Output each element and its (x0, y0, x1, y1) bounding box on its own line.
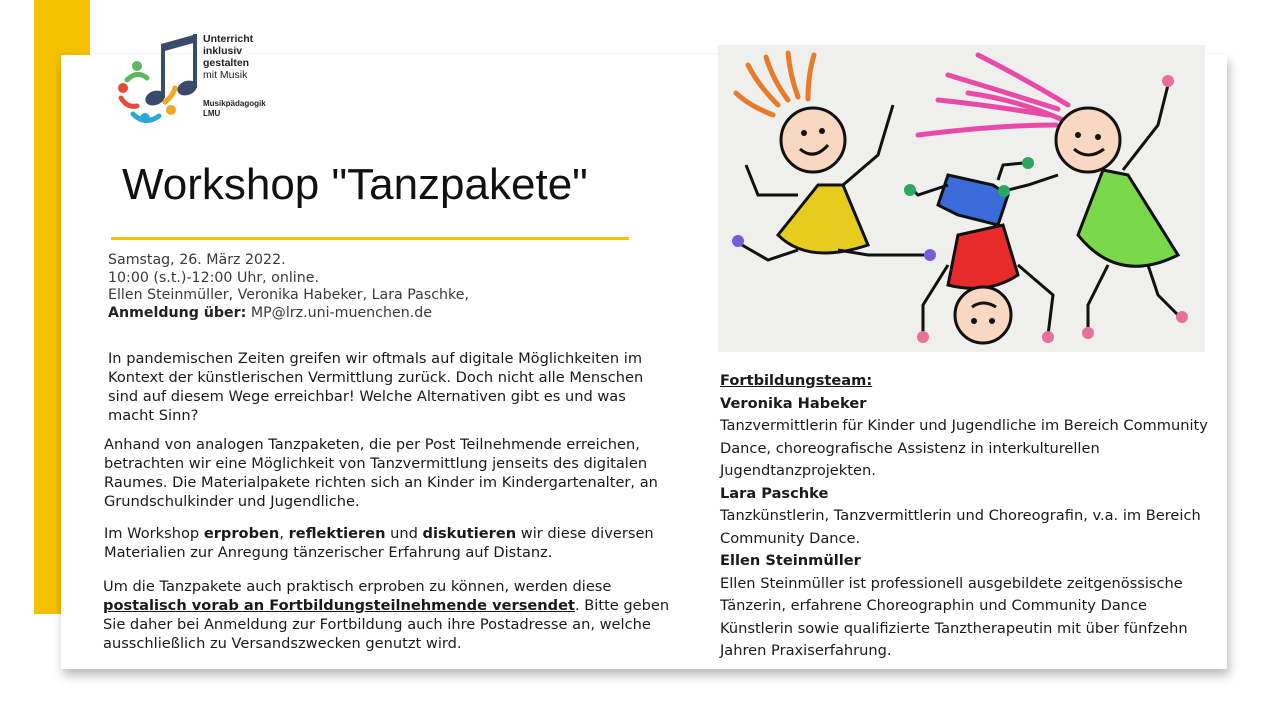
logo-line-3: gestalten (203, 57, 250, 69)
p3-text-1: Im Workshop (104, 525, 204, 542)
team-member-name: Veronika Habeker (720, 394, 867, 412)
event-date: Samstag, 26. März 2022. (108, 252, 286, 268)
paragraph-packages: Anhand von analogen Tanzpaketen, die per Post Teilnehmende erreichen, betrachten wir eine Möglichkeit von Tanzvermittlung jenseits des digitalen Raumes. Die Materialpakete richten sich an Kinder im Kindergartenalter, an Grundschulkinder und Jugendliche. (104, 436, 658, 510)
logo-text (203, 33, 266, 119)
title-underline (111, 237, 629, 240)
p3-text-2: , (279, 525, 289, 542)
team-member-name: Lara Paschke (720, 484, 829, 502)
signup-email[interactable]: MP@lrz.uni-muenchen.de (250, 304, 432, 321)
page-title: Workshop "Tanzpakete" (122, 160, 588, 209)
paragraph-postal (103, 577, 673, 653)
p3-bold-1: erproben (203, 525, 280, 542)
team-member-bio: Tanzvermittlerin für Kinder und Jugendliche im Bereich Community Dance, choreografische Assistenz in interkulturellen Jugendtanzprojekten. (720, 417, 1208, 479)
logo-line-2: inklusiv (203, 45, 243, 57)
p3-text-3: und (385, 525, 423, 542)
event-team-names: Ellen Steinmüller, Veronika Habeker, Lara Paschke, (108, 287, 469, 303)
p4-text-2: . Bitte geben Sie daher bei Anmeldung zur Fortbildung auch ihre Postadresse an, welche ausschließlich zu Versandszwecken genutzt wird. (103, 597, 670, 652)
p3-bold-2: reflektieren (288, 525, 386, 542)
logo-sub-1: Musikpädagogik (203, 99, 266, 108)
logo-line-4: mit Musik (203, 69, 248, 81)
logo (113, 30, 293, 130)
event-signup (108, 305, 469, 323)
event-info (108, 252, 469, 322)
logo-line-1: Unterricht (203, 33, 254, 45)
team-section (720, 370, 1220, 663)
logo-sub-2: LMU (203, 109, 221, 118)
team-member-bio: Tanzkünstlerin, Tanzvermittlerin und Choreografin, v.a. im Bereich Community Dance. (720, 507, 1201, 547)
paragraph-workshop (104, 524, 674, 562)
team-heading: Fortbildungsteam: (720, 372, 873, 389)
music-note-people-icon (113, 30, 208, 130)
signup-label: Anmeldung über: (108, 304, 247, 321)
p4-text-1: Um die Tanzpakete auch praktisch erproben zu können, werden diese (103, 578, 612, 595)
team-member-bio: Ellen Steinmüller ist professionell ausgebildete zeitgenössische Tänzerin, erfahrene Choreographin und Community Dance Künstlerin sowie qualifizierte Tanztherapeutin mit über fünfzehn Jahren Praxiserfahrung. (720, 574, 1188, 659)
p4-highlight: postalisch vorab an Fortbildungsteilnehmende versendet (103, 597, 575, 614)
event-time: 10:00 (s.t.)-12:00 Uhr, online. (108, 269, 319, 286)
p3-bold-3: diskutieren (422, 525, 517, 542)
paragraph-intro: In pandemischen Zeiten greifen wir oftmals auf digitale Möglichkeiten im Kontext der künstlerischen Vermittlung zurück. Doch nicht alle Menschen sind auf diesem Wege erreichbar! Welche Alternativen gibt es und was macht Sinn? (108, 350, 644, 424)
p3-text-4: wir diese diversen Materialien zur Anregung tänzerischer Erfahrung auf Distanz. (104, 525, 654, 561)
dancing-children-illustration (718, 45, 1205, 352)
team-member-name: Ellen Steinmüller (720, 552, 861, 569)
